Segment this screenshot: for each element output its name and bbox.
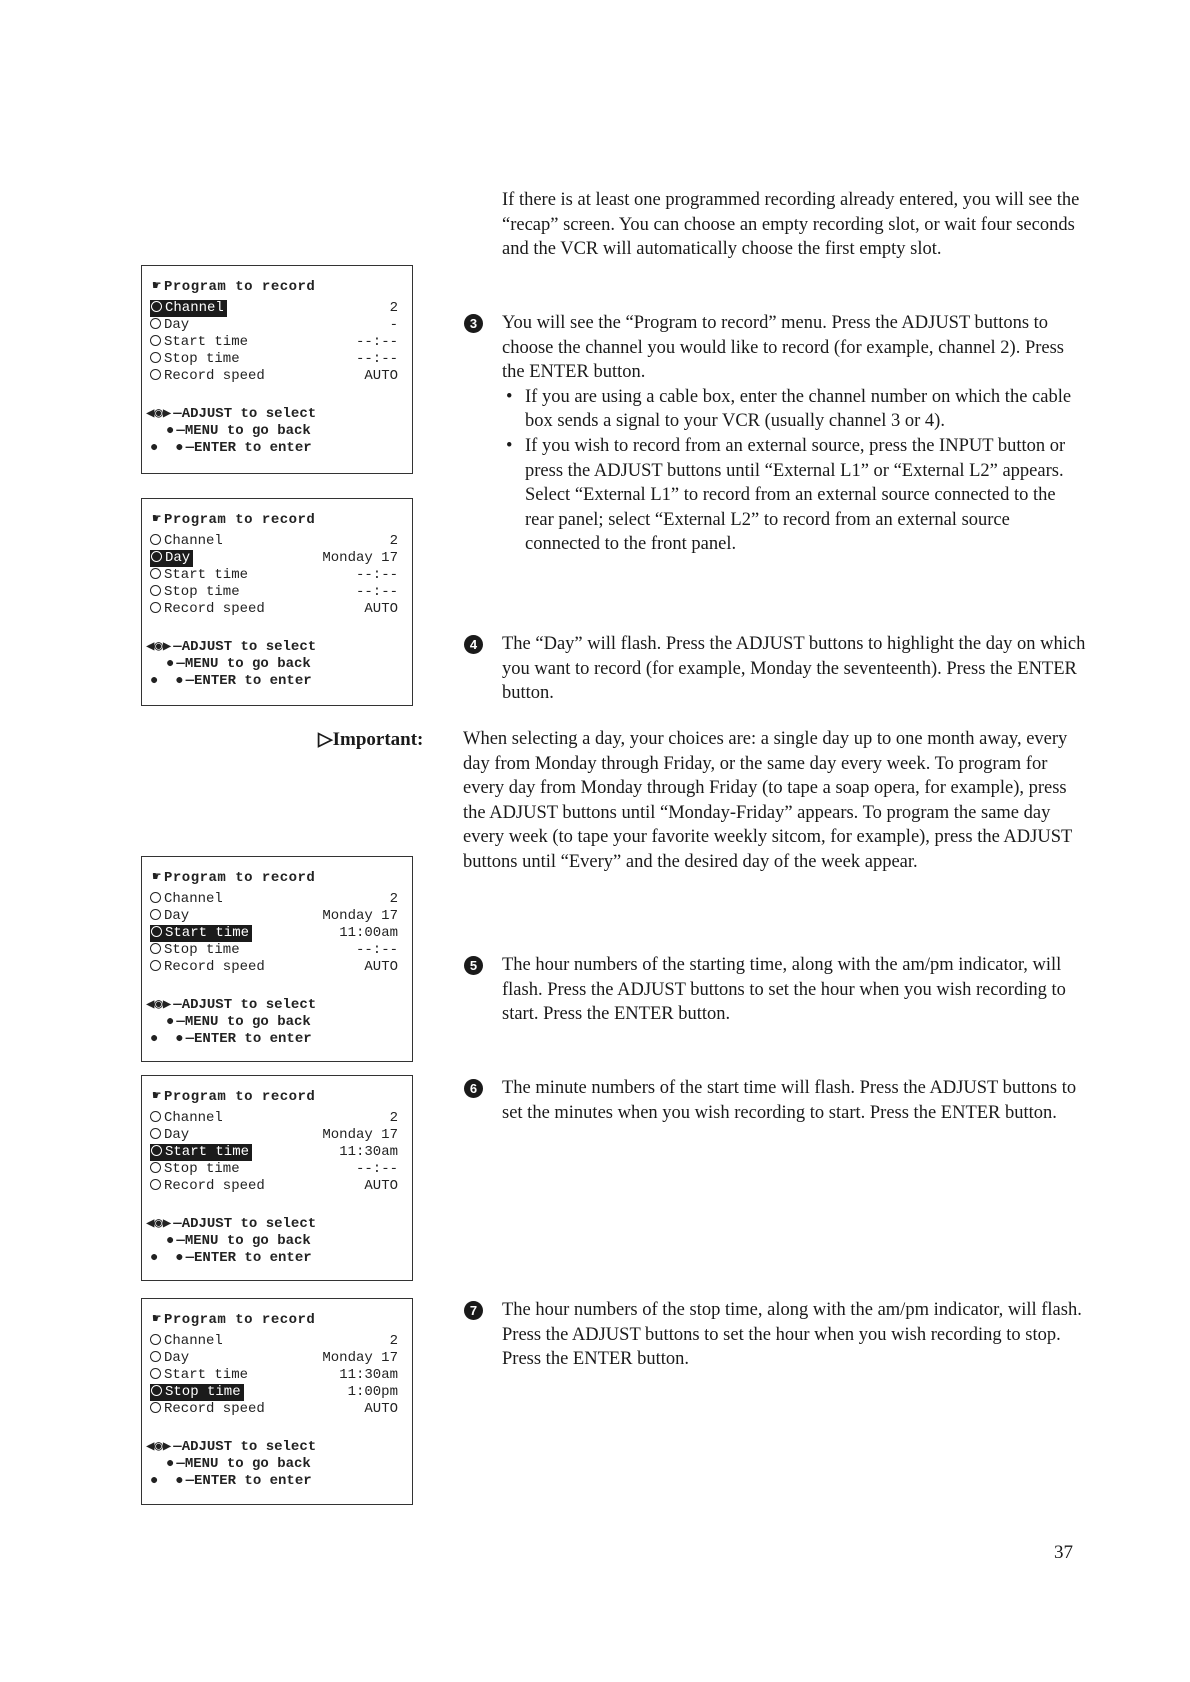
step-text: The hour numbers of the stop time, along with the am/pm indicator, will flash. Press the ADJUST buttons to set the hour when you wish recording to stop. Press the ENTER button. [502,1300,1082,1370]
circle-bullet-icon [150,960,161,971]
osd-instructions: ◀◉▶ —ADJUST to select ● —MENU to go back ● ● —ENTER to enter [146,1439,317,1489]
step-text: The hour numbers of the starting time, along with the am/pm indicator, will flash. Press the ADJUST buttons to set the hour when you wish recording to start. Press the ENTER button. [502,955,1066,1025]
step-7 [469,1298,1087,1372]
osd-instructions: ◀◉▶ —ADJUST to select ● —MENU to go back ● ● —ENTER to enter [146,406,317,456]
step-5 [469,953,1087,1027]
step-number-badge: 5 [464,956,483,975]
hand-icon: ☛ [152,1089,162,1105]
osd-row-stop-time: Stop time 1:00pm [150,1384,400,1401]
step-number-badge: 7 [464,1301,483,1320]
osd-row-day: Day Monday 17 [150,1127,400,1144]
step-text: You will see the “Program to record” menu. Press the ADJUST buttons to choose the channel you would like to record (for example, channel 2). Press the ENTER button. [502,313,1065,383]
osd-row-channel: Channel 2 [150,533,400,550]
bullet-item: • If you wish to record from an external source, press the INPUT button or press the ADJUST buttons until “External L1” or “External L2” appears. Select “External L1” to record from an external source connected to the rear panel; select “External L2” to record from an external source connected to the front panel. [506,435,1066,555]
osd-screen-start-minute [141,1075,413,1281]
osd-title: Program to record [164,870,316,886]
step-4 [469,632,1087,706]
circle-bullet-icon [150,602,161,613]
osd-row-record-speed: Record speed AUTO [150,1401,400,1418]
circle-bullet-icon [150,568,161,579]
adjust-arrows-icon: ◀◉▶ [146,1439,172,1455]
bullet-item: • If you are using a cable box, enter the channel number on which the cable box sends a signal to your VCR (usually channel 3 or 4). [506,386,1072,432]
circle-bullet-icon [150,1402,161,1413]
circle-bullet-icon [150,352,161,363]
osd-row-day: Day Monday 17 [150,908,400,925]
osd-row-channel: Channel 2 [150,1333,400,1350]
menu-button-icon: ● [166,656,175,672]
osd-row-record-speed: Record speed AUTO [150,601,400,618]
osd-screen-start-hour [141,856,413,1062]
osd-row-record-speed: Record speed AUTO [150,1178,400,1195]
circle-bullet-icon [150,1368,161,1379]
circle-bullet-icon [151,301,162,312]
circle-bullet-icon [150,585,161,596]
circle-bullet-icon [150,534,161,545]
page-number: 37 [1054,1542,1073,1563]
menu-button-icon: ● [166,1014,175,1030]
osd-row-channel: Channel 2 [150,1110,400,1127]
circle-bullet-icon [151,926,162,937]
osd-row-day: Day Monday 17 [150,550,400,567]
osd-row-stop-time: Stop time --:-- [150,351,400,368]
osd-row-day: Day Monday 17 [150,1350,400,1367]
osd-row-channel: Channel 2 [150,891,400,908]
osd-screen-channel [141,265,413,474]
circle-bullet-icon [150,909,161,920]
osd-row-day: Day - [150,317,400,334]
osd-row-record-speed: Record speed AUTO [150,959,400,976]
circle-bullet-icon [151,551,162,562]
osd-row-start-time: Start time --:-- [150,334,400,351]
circle-bullet-icon [150,1179,161,1190]
osd-row-record-speed: Record speed AUTO [150,368,400,385]
enter-button-icon: ● ● [150,673,184,689]
osd-title: Program to record [164,1312,316,1328]
hand-icon: ☛ [152,1312,162,1328]
circle-bullet-icon [150,335,161,346]
osd-title: Program to record [164,1089,316,1105]
enter-button-icon: ● ● [150,440,184,456]
osd-row-stop-time: Stop time --:-- [150,584,400,601]
osd-screen-stop-hour [141,1298,413,1505]
enter-button-icon: ● ● [150,1250,184,1266]
osd-title: Program to record [164,279,316,295]
circle-bullet-icon [151,1145,162,1156]
circle-bullet-icon [150,1162,161,1173]
circle-bullet-icon [150,1334,161,1345]
osd-row-channel: Channel 2 [150,300,400,317]
osd-row-stop-time: Stop time --:-- [150,942,400,959]
osd-instructions: ◀◉▶ —ADJUST to select ● —MENU to go back ● ● —ENTER to enter [146,1216,317,1266]
circle-bullet-icon [150,1351,161,1362]
osd-instructions: ◀◉▶ —ADJUST to select ● —MENU to go back ● ● —ENTER to enter [146,997,317,1047]
important-label: ▷Important: [318,729,424,750]
osd-screen-day [141,498,413,706]
osd-row-start-time: Start time 11:00am [150,925,400,942]
adjust-arrows-icon: ◀◉▶ [146,997,172,1013]
intro-paragraph: If there is at least one programmed recording already entered, you will see the “recap” screen. You can choose an empty recording slot, or wait four seconds and the VCR will automatically choose the first empty slot. [502,190,1080,260]
step-3-bullets [502,385,1087,557]
step-text: The “Day” will flash. Press the ADJUST buttons to highlight the day on which you want to record (for example, Monday the seventeenth). Press the ENTER button. [502,634,1086,704]
circle-bullet-icon [150,943,161,954]
menu-button-icon: ● [166,1233,175,1249]
important-text: When selecting a day, your choices are: a single day up to one month away, every day from Monday through Friday, or the same day every week. To program for every day from Monday through Friday (to tape a soap opera, for example), press the ADJUST buttons until “Monday-Friday” appears. To program the same day every week (to tape your favorite weekly sitcom, for example), press the ADJUST buttons until “Every” and the desired day of the week appear. [463,729,1072,872]
osd-row-stop-time: Stop time --:-- [150,1161,400,1178]
osd-instructions: ◀◉▶ —ADJUST to select ● —MENU to go back ● ● —ENTER to enter [146,639,317,689]
osd-row-start-time: Start time 11:30am [150,1367,400,1384]
step-6 [469,1076,1087,1125]
step-number-badge: 4 [464,635,483,654]
bullet-dot-icon: • [506,386,513,407]
circle-bullet-icon [150,1128,161,1139]
step-text: The minute numbers of the start time will flash. Press the ADJUST buttons to set the minutes when you wish recording to start. Press the ENTER button. [502,1078,1077,1123]
hand-icon: ☛ [152,512,162,528]
bullet-dot-icon: • [506,435,513,456]
step-number-badge: 6 [464,1079,483,1098]
circle-bullet-icon [150,892,161,903]
osd-title: Program to record [164,512,316,528]
circle-bullet-icon [150,318,161,329]
osd-row-start-time: Start time 11:30am [150,1144,400,1161]
adjust-arrows-icon: ◀◉▶ [146,1216,172,1232]
hand-icon: ☛ [152,870,162,886]
step-3 [469,311,1087,557]
menu-button-icon: ● [166,1456,175,1472]
osd-row-start-time: Start time --:-- [150,567,400,584]
adjust-arrows-icon: ◀◉▶ [146,639,172,655]
circle-bullet-icon [151,1385,162,1396]
step-number-badge: 3 [464,314,483,333]
adjust-arrows-icon: ◀◉▶ [146,406,172,422]
menu-button-icon: ● [166,423,175,439]
enter-button-icon: ● ● [150,1473,184,1489]
enter-button-icon: ● ● [150,1031,184,1047]
hand-icon: ☛ [152,279,162,295]
circle-bullet-icon [150,1111,161,1122]
circle-bullet-icon [150,369,161,380]
